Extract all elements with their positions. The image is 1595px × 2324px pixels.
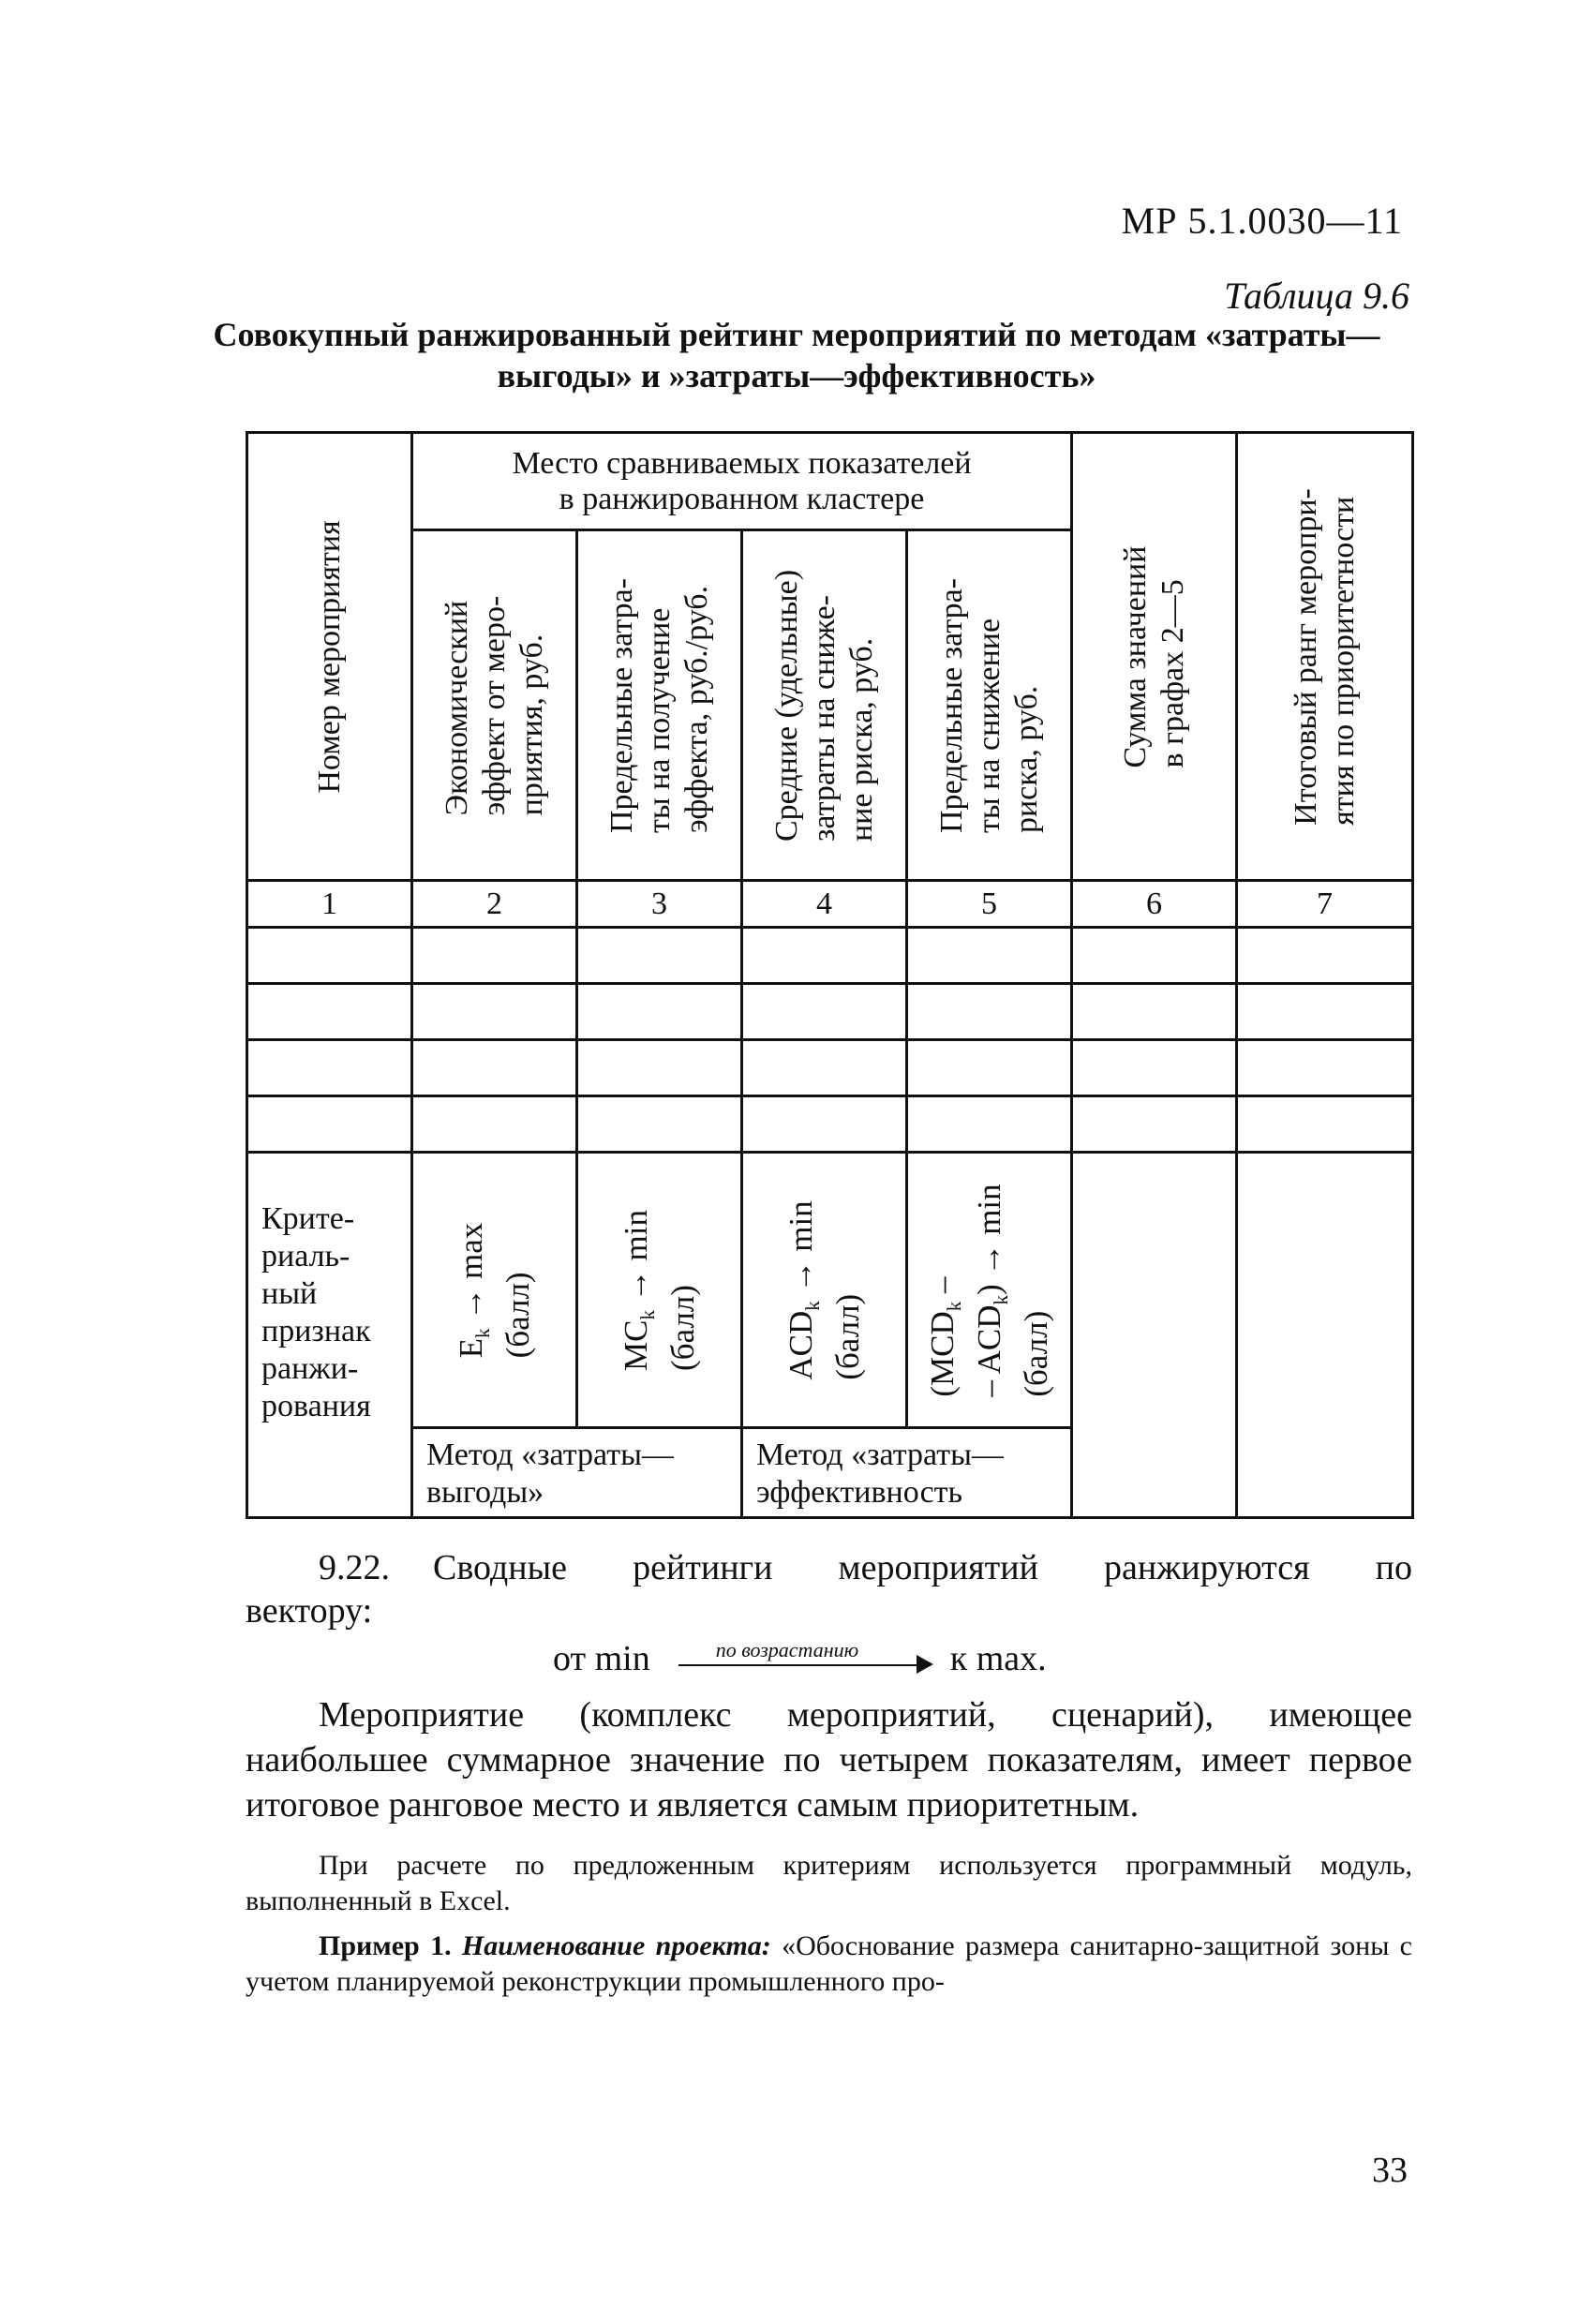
criterion-unit: (балл): [828, 1293, 866, 1380]
criterion-direction: ) → min: [970, 1183, 1007, 1295]
paragraph-number: 9.22.: [319, 1548, 390, 1587]
table-title: Совокупный ранжированный рейтинг мероприятий по методам «затраты—выгоды» и »затраты—эффективность»: [213, 316, 1380, 395]
empty-cell: [907, 1040, 1072, 1096]
paragraph-priority: Мероприятие (комплекс мероприятий, сценарий), имеющее наибольшее суммарное значение по четырем показателям, имеет первое итоговое ранговое место и является самым приоритетным.: [246, 1695, 1412, 1825]
criterion-unit: (балл): [663, 1284, 701, 1371]
header-marginal-costs-risk: [907, 530, 1072, 881]
paragraph-922-text: Сводные рейтинги мероприятий ранжируются по: [433, 1548, 1412, 1587]
ranking-vector: [553, 1638, 1047, 1679]
header-final-rank: [1237, 433, 1413, 881]
header-group-text: Место сравниваемых показателей в ранжированном кластере: [512, 445, 972, 516]
method-cost-efficiency: Метод «затраты— эффективность: [742, 1428, 1072, 1518]
criterion-symbol: – ACD: [970, 1304, 1007, 1397]
vector-to: к max.: [949, 1639, 1047, 1678]
column-number: 3: [577, 881, 742, 928]
header-sum-text: Сумма значений в графах 2—5: [1117, 545, 1190, 767]
table-number: Таблица 9.6: [1224, 275, 1409, 317]
empty-cell: [742, 984, 907, 1040]
criterion-subscript: k: [470, 1327, 494, 1338]
empty-cell: [1237, 1040, 1413, 1096]
header-event-number-text: Номер мероприятия: [311, 519, 347, 794]
criterion-average-costs-risk: [742, 1153, 907, 1428]
empty-cell: [1072, 1153, 1237, 1518]
header-marginal-costs-effect-text: Предельные затра- ты на получение эффекта, руб./руб.: [604, 577, 714, 833]
criterion-marginal-costs-risk-text: [925, 1184, 1054, 1396]
empty-cell: [247, 984, 412, 1040]
empty-cell: [577, 1096, 742, 1153]
criterion-subscript: k: [942, 1301, 965, 1311]
criterion-dash: –: [923, 1276, 961, 1302]
column-number-row: [247, 881, 1413, 928]
header-marginal-costs-effect: [577, 530, 742, 881]
empty-cell: [247, 1040, 412, 1096]
criterion-direction: → min: [782, 1199, 819, 1301]
empty-cell: [1237, 1096, 1413, 1153]
empty-cell: [907, 928, 1072, 984]
criterion-subscript: k: [989, 1294, 1012, 1304]
paragraph-922-continuation: вектору:: [246, 1591, 373, 1631]
criterion-average-costs-risk-text: [783, 1200, 866, 1379]
empty-cell: [247, 1096, 412, 1153]
empty-cell: [1072, 1040, 1237, 1096]
example-label: Пример 1.: [319, 1930, 452, 1961]
empty-cell: [1237, 1153, 1413, 1518]
empty-cell: [577, 1040, 742, 1096]
empty-cell: [1072, 928, 1237, 984]
ranking-table: [246, 431, 1414, 1519]
table-row: [247, 1040, 1413, 1096]
criterion-symbol: (MCD: [923, 1310, 961, 1397]
empty-cell: [412, 1040, 577, 1096]
empty-cell: [907, 1096, 1072, 1153]
column-number: 6: [1072, 881, 1237, 928]
header-marginal-costs-risk-text: Предельные затра- ты на снижение риска, руб.: [933, 577, 1044, 833]
criterion-marginal-costs-effect: [577, 1153, 742, 1428]
empty-cell: [1072, 1096, 1237, 1153]
paragraph-excel: При расчете по предложенным критериям используется программный модуль, выполненный в Excel.: [246, 1850, 1412, 1916]
arrow-right-icon: [678, 1640, 941, 1677]
criterion-unit: (балл): [499, 1271, 536, 1358]
criterion-marginal-costs-risk: [907, 1153, 1072, 1428]
criterion-direction: → min: [617, 1209, 654, 1310]
table-row: [247, 984, 1413, 1040]
criterion-marginal-costs-effect-text: [619, 1210, 701, 1371]
criterion-subscript: k: [800, 1300, 824, 1311]
criterion-unit: (балл): [1017, 1310, 1054, 1397]
empty-cell: [412, 1096, 577, 1153]
criterion-direction: → max: [452, 1222, 489, 1328]
empty-cell: [577, 984, 742, 1040]
header-economic-effect: [412, 530, 577, 881]
criterion-symbol: MC: [617, 1318, 654, 1371]
header-average-costs-risk: [742, 530, 907, 881]
empty-cell: [577, 928, 742, 984]
column-number: 1: [247, 881, 412, 928]
header-final-rank-text: Итоговый ранг меропри- ятия по приоритетности: [1288, 487, 1361, 826]
criterion-symbol: ACD: [782, 1310, 819, 1380]
document-code: МР 5.1.0030—11: [1121, 200, 1403, 242]
header-economic-effect-text: Экономический эффект от меро- приятия, руб.: [439, 595, 549, 815]
arrow-label: по возрастанию: [715, 1638, 859, 1661]
empty-cell: [1237, 928, 1413, 984]
column-number: 4: [742, 881, 907, 928]
empty-cell: [742, 1040, 907, 1096]
criterion-economic-effect-text: [454, 1222, 536, 1358]
empty-cell: [742, 928, 907, 984]
table-row: [247, 1096, 1413, 1153]
criteria-label: Крите- риаль- ный признак ранжи- рования: [247, 1153, 412, 1518]
header-event-number: [247, 433, 412, 881]
project-name-label: Наименование проекта:: [461, 1930, 771, 1961]
header-average-costs-risk-text: Средние (удельные) затраты на сниже- ние риска, руб.: [768, 569, 879, 842]
header-group-indicators: [412, 433, 1072, 530]
criterion-economic-effect: [412, 1153, 577, 1428]
page-number: 33: [1372, 2151, 1408, 2190]
column-number: 7: [1237, 881, 1413, 928]
empty-cell: [412, 984, 577, 1040]
example-text: «Обоснование размера санитарно-защитной зоны с учетом планируемой реконструкции промышленного про-: [246, 1930, 1412, 1997]
paragraph-example: [246, 1929, 1412, 2000]
vector-from: от min: [553, 1639, 650, 1678]
table-row: [247, 928, 1413, 984]
column-number: 5: [907, 881, 1072, 928]
criterion-symbol: E: [452, 1337, 489, 1358]
column-number: 2: [412, 881, 577, 928]
criterion-subscript: k: [635, 1309, 659, 1319]
empty-cell: [1072, 984, 1237, 1040]
empty-cell: [412, 928, 577, 984]
empty-cell: [907, 984, 1072, 1040]
empty-cell: [247, 928, 412, 984]
method-cost-benefit: Метод «затраты— выгоды»: [412, 1428, 742, 1518]
empty-cell: [742, 1096, 907, 1153]
header-sum: [1072, 433, 1237, 881]
empty-cell: [1237, 984, 1413, 1040]
